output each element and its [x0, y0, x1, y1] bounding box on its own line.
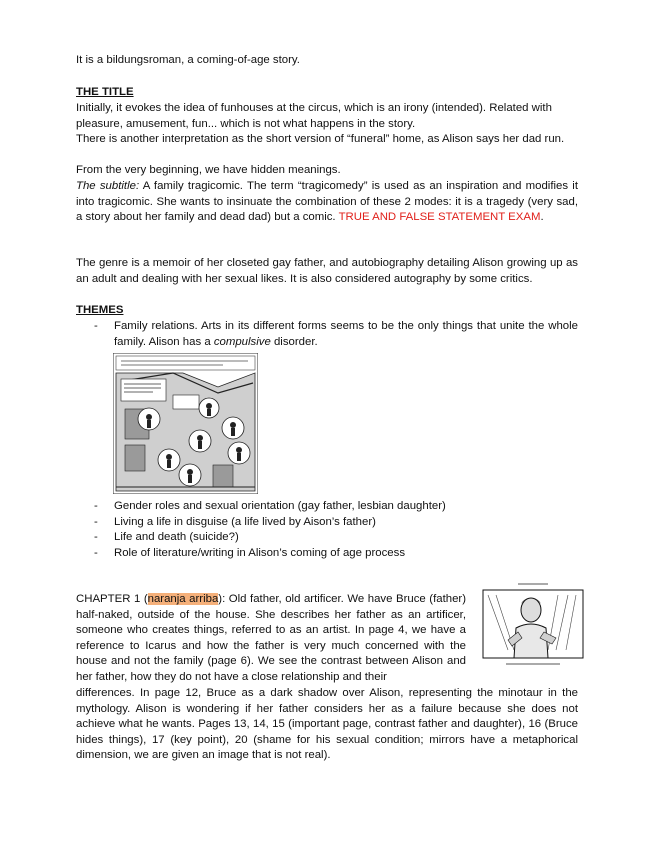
themes-heading: THEMES — [76, 304, 124, 316]
highlighted-note: naranja arriba — [147, 593, 219, 605]
themes-list-bottom — [76, 499, 578, 561]
bruce-portrait-image — [478, 580, 588, 670]
subtitle-paragraph: The subtitle: A family tragicomic. The term “tragicomedy” is used as an inspiration and modifies it into tragicomic. She wants to insinuate the combination of these 2 modes: it is a tragedy (very sad, a story about her family and dead dad) but a comic. TRUE AND FALSE STATEMENT EXAM. — [76, 180, 578, 224]
title-heading: THE TITLE — [76, 86, 134, 98]
exam-note: TRUE AND FALSE STATEMENT EXAM — [338, 211, 541, 224]
themes-list-top — [76, 319, 578, 350]
list-item: - Role of literature/writing in Alison’s coming of age process — [94, 546, 406, 559]
genre-paragraph: The genre is a memoir of her closeted gay father, and autobiography detailing Alison growing up as an adult and dealing with her sexual likes. It is also considered autography by some critics. — [76, 257, 578, 285]
subtitle-label: The subtitle: — [76, 180, 140, 192]
list-item: - Family relations. Arts in its different forms seems to be the only things that unite the whole family. Alison has a compulsive disorder. — [94, 320, 578, 348]
list-item: - Living a life in disguise (a life lived by Aison’s father) — [94, 515, 376, 528]
title-paragraph-1: Initially, it evokes the idea of funhouses at the circus, which is an irony (intended). Related with pleasure, amusement, fun... which is not what happens in the story. — [76, 102, 552, 130]
chapter-paragraph: CHAPTER 1 (naranja arriba): Old father, old artificer. We have Bruce (father) half-naked, outside of the house. She describes her father as an artificer, someone who creates things, referred to as an artist. In page 4, we have a reference to Icarus and how the father is very much concerned with the house and not the family (page 6). We see the contrast between Alison and her father, how they do not have a close relationship and their — [76, 593, 466, 683]
subtitle-text: A family tragicomic. The term “tragicomedy” is used as an inspiration and modifies it into tragicomic. She wants to insinuate the combination of these 2 modes: it is a tragedy (very sad, a story about her family and dead dad) but a comic. — [76, 180, 578, 224]
comic-page-image — [113, 353, 258, 494]
list-item: - Gender roles and sexual orientation (gay father, lesbian daughter) — [94, 500, 446, 512]
intro-line: It is a bildungsroman, a coming-of-age story. — [76, 54, 300, 66]
title-paragraph-2: There is another interpretation as the short version of “funeral” home, as Alison says her dad run. — [76, 133, 565, 145]
chapter-paragraph-continued: differences. In page 12, Bruce as a dark shadow over Alison, representing the minotaur in the mythology. Alison is wondering if her father considers her as a failure because she does not achieve what he wants. Pages 13, 14, 15 (important page, contrast father and daughter), 16 (Bruce hides things), 17 (key point), 20 (shame for his sexual condition; mirrors have a metaphorical dimension, we are given an image that is not real). — [76, 687, 578, 762]
title-paragraph-3: From the very beginning, we have hidden meanings. — [76, 164, 341, 176]
list-item: - Life and death (suicide?) — [94, 531, 239, 544]
